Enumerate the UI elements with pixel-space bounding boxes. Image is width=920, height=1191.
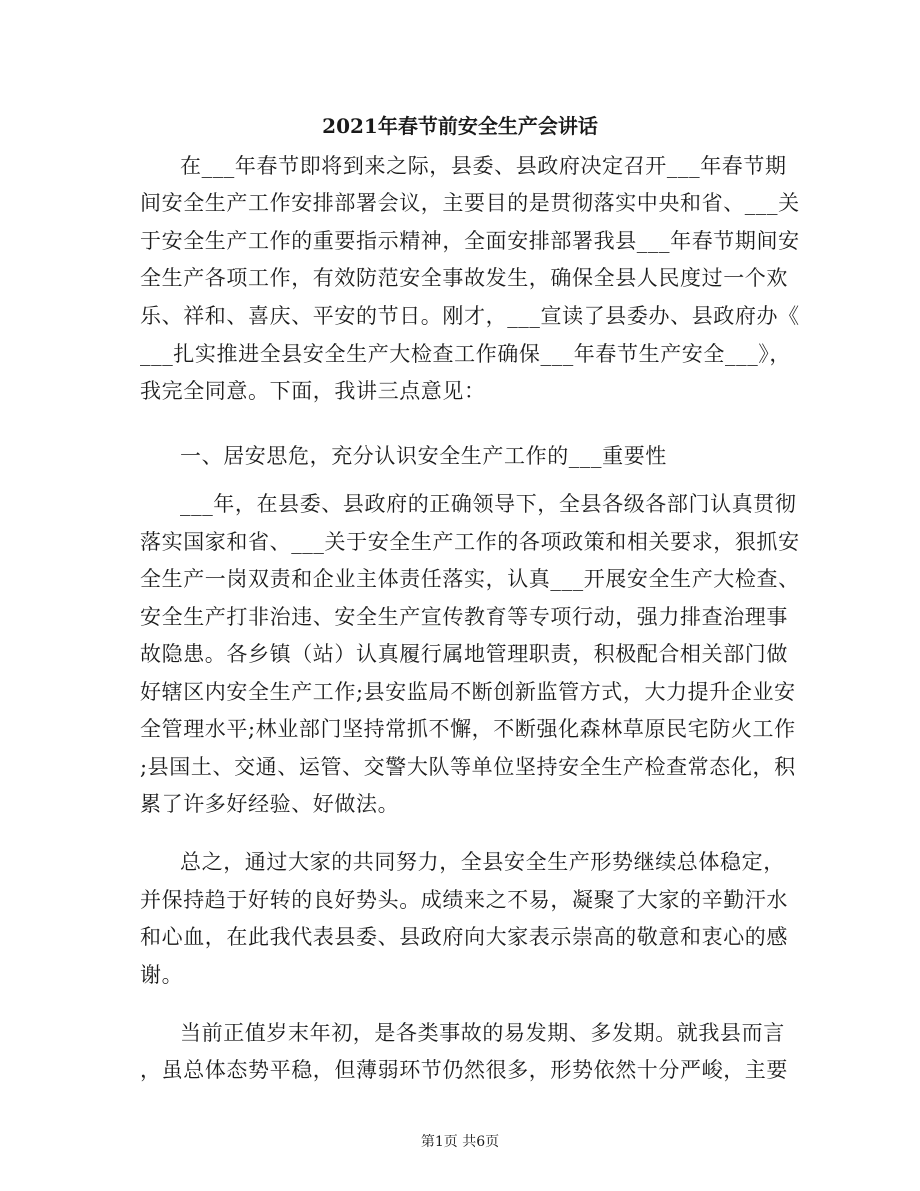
paragraph-line: ;县国土、交通、运管、交警大队等单位坚持安全生产检查常态化，积 [140,755,796,779]
paragraph-line: 乐、祥和、喜庆、平安的节日。刚才，___宣读了县委办、县政府办《 [140,304,800,328]
paragraph-line: 全生产一岗双责和企业主体责任落实，认真___开展安全生产大检查、 [140,567,800,591]
paragraph-line: 间安全生产工作安排部署会议，主要目的是贯彻落实中央和省、___关 [140,191,800,215]
page-number-footer: 第1页 共6页 [420,1134,500,1150]
paragraph-line: 并保持趋于好转的良好势头。成绩来之不易，凝聚了大家的辛勤汗水 [140,888,788,912]
paragraph-line: 一、居安思危，充分认识安全生产工作的___重要性 [180,444,667,468]
paragraph-line: 落实国家和省、___关于安全生产工作的各项政策和相关要求，狠抓安 [140,530,800,554]
paragraph-line: 好辖区内安全生产工作;县安监局不断创新监管方式，大力提升企业安 [140,680,796,704]
paragraph-line: 安全生产打非治违、安全生产宣传教育等专项行动，强力排查治理事 [140,605,788,629]
paragraph-line: 当前正值岁末年初，是各类事故的易发期、多发期。就我县而言 [180,1021,785,1045]
paragraph-line: ___年，在县委、县政府的正确领导下，全县各级各部门认真贯彻 [180,492,797,516]
paragraph-line: 谢。 [140,963,184,987]
paragraph-line: 全生产各项工作，有效防范安全事故发生，确保全县人民度过一个欢 [140,266,788,290]
paragraph-line: 故隐患。各乡镇（站）认真履行属地管理职责，积极配合相关部门做 [140,642,788,666]
paragraph-line: 在___年春节即将到来之际，县委、县政府决定召开___年春节期 [180,154,787,178]
document-title: 2021年春节前安全生产会讲话 [322,114,598,138]
paragraph-line: 于安全生产工作的重要指示精神，全面安排部署我县___年春节期间安 [140,229,800,253]
paragraph-line: 和心血，在此我代表县委、县政府向大家表示崇高的敬意和衷心的感 [140,925,788,949]
paragraph-line: 累了许多好经验、好做法。 [140,792,400,816]
paragraph-line: ___扎实推进全县安全生产大检查工作确保___年春节生产安全___》， [140,342,791,366]
paragraph-line: ，虽总体态势平稳，但薄弱环节仍然很多，形势依然十分严峻，主要 [140,1058,788,1082]
paragraph-line: 总之，通过大家的共同努力，全县安全生产形势继续总体稳定， [180,850,785,874]
paragraph-line: 全管理水平;林业部门坚持常抓不懈，不断强化森林草原民宅防火工作 [140,717,796,741]
paragraph-line: 我完全同意。下面，我讲三点意见： [140,379,486,403]
